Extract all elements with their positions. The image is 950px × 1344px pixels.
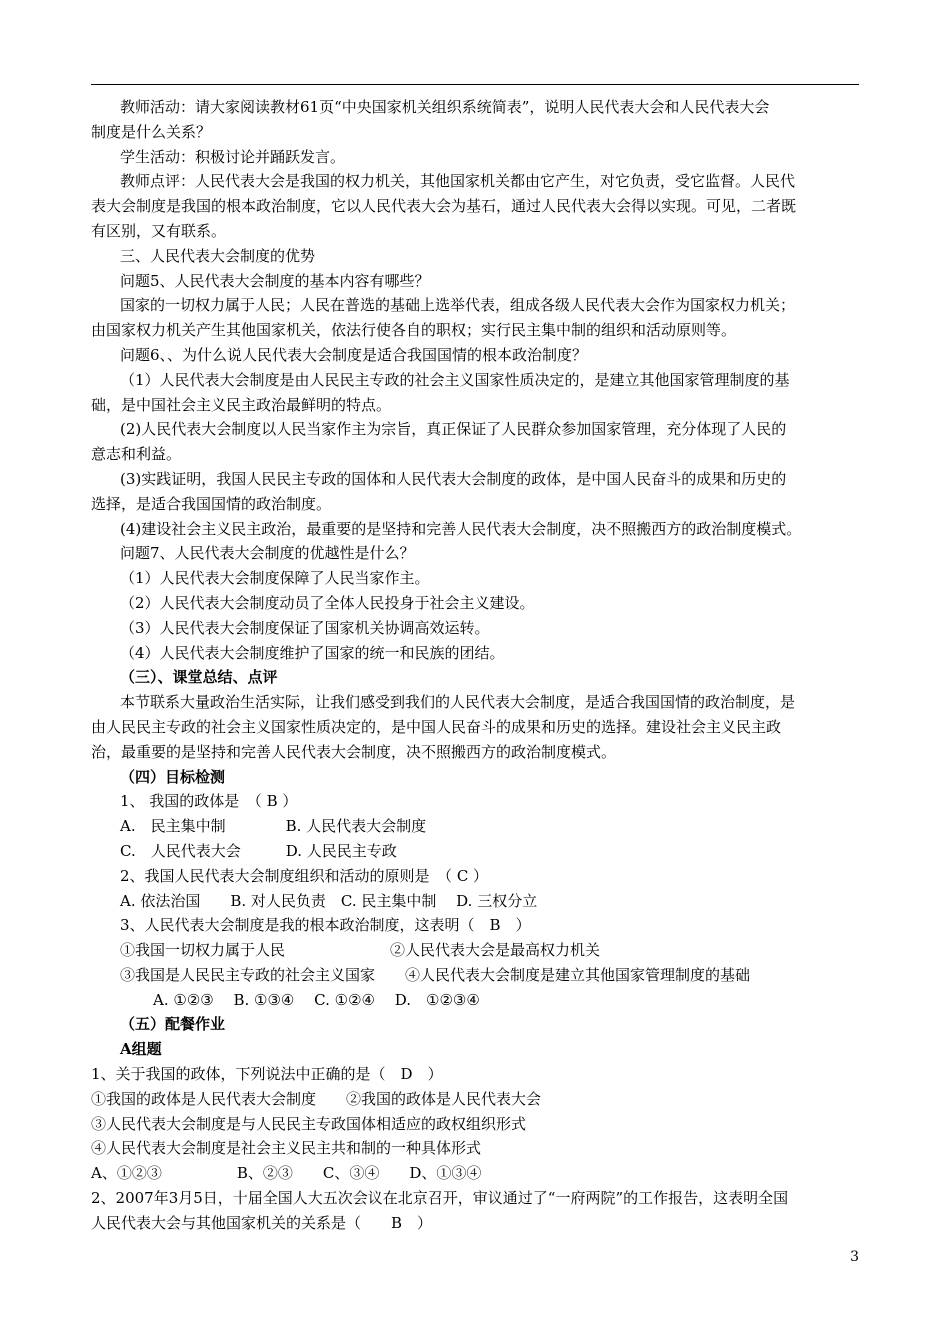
- option-line: ③人民代表大会制度是与人民民主专政国体相适应的政权组织形式: [91, 1114, 527, 1133]
- question-line: 问题7、人民代表大会制度的优越性是什么？: [120, 544, 415, 563]
- question-line: 3、人民代表大会制度是我的根本政治制度，这表明（ B ）: [120, 916, 531, 935]
- list-item: （4）人民代表大会制度维护了国家的统一和民族的团结。: [120, 643, 505, 662]
- paragraph-line: 教师点评：人民代表大会是我国的权力机关，其他国家机关都由它产生，对它负责，受它监督。人民代: [120, 172, 796, 191]
- option-line: ③我国是人民民主专政的社会主义国家 ④人民代表大会制度是建立其他国家管理制度的基础: [120, 965, 751, 984]
- option-line: ①我国一切权力属于人民 ②人民代表大会是最高权力机关: [120, 941, 601, 960]
- paragraph-line: (3)实践证明，我国人民民主专政的国体和人民代表大会制度的政体，是中国人民奋斗的成果和历史的: [120, 469, 787, 488]
- option-line: ④人民代表大会制度是社会主义民主共和制的一种具体形式: [91, 1139, 482, 1158]
- option-line: A、①②③ B、②③ C、③④ D、①③④: [91, 1164, 482, 1183]
- paragraph-line: （1）人民代表大会制度是由人民民主专政的社会主义国家性质决定的，是建立其他国家管理制度的基: [120, 370, 790, 389]
- question-line: 1、 我国的政体是 （ B ）: [120, 792, 298, 811]
- option-line: A. ①②③ B. ①③④ C. ①②④ D. ①②③④: [153, 990, 480, 1009]
- question-line: 2、2007年3月5日，十届全国人大五次会议在北京召开，审议通过了“一府两院”的工作报告，这表明全国: [91, 1189, 789, 1208]
- paragraph-line: 有区别，又有联系。: [91, 221, 227, 240]
- paragraph-line: 由人民民主专政的社会主义国家性质决定的，是中国人民奋斗的成果和历史的选择。建设社会主义民主政: [91, 717, 782, 736]
- question-line: 1、关于我国的政体，下列说法中正确的是（ D ）: [91, 1065, 443, 1084]
- document-body: [91, 95, 863, 1236]
- question-line: 2、我国人民代表大会制度组织和活动的原则是 （ C ）: [120, 866, 489, 885]
- paragraph-line: 教师活动：请大家阅读教材61页“中央国家机关组织系统简表”，说明人民代表大会和人民代表大会: [120, 98, 770, 116]
- question-line: 人民代表大会与其他国家机关的关系是（ B ）: [91, 1213, 433, 1232]
- paragraph-line: 本节联系大量政治生活实际，让我们感受到我们的人民代表大会制度，是适合我国国情的政治制度，是: [120, 693, 796, 712]
- option-line: A. 民主集中制 B. 人民代表大会制度: [120, 817, 427, 836]
- paragraph-line: 意志和利益。: [91, 445, 182, 464]
- paragraph-line: (2)人民代表大会制度以人民当家作主为宗旨，真正保证了人民群众参加国家管理，充分体现了人民的: [120, 420, 787, 439]
- option-line: C. 人民代表大会 D. 人民民主专政: [120, 841, 397, 860]
- list-item: （3）人民代表大会制度保证了国家机关协调高效运转。: [120, 618, 490, 637]
- section-heading: （四）目标检测: [120, 767, 226, 786]
- option-line: ①我国的政体是人民代表大会制度 ②我国的政体是人民代表大会: [91, 1089, 542, 1108]
- question-line: 问题5、人民代表大会制度的基本内容有哪些？: [120, 271, 430, 290]
- subsection-heading: A组题: [120, 1040, 162, 1059]
- option-line: A. 依法治国 B. 对人民负责 C. 民主集中制 D. 三权分立: [120, 891, 538, 910]
- paragraph-line: (4)建设社会主义民主政治，最重要的是坚持和完善人民代表大会制度，决不照搬西方的政治制度模式。: [120, 519, 802, 538]
- section-heading: 三、人民代表大会制度的优势: [120, 246, 316, 265]
- paragraph-line: 国家的一切权力属于人民；人民在普选的基础上选举代表，组成各级人民代表大会作为国家权力机关；: [120, 296, 796, 315]
- paragraph-line: 选择，是适合我国国情的政治制度。: [91, 494, 332, 513]
- section-heading: （五）配餐作业: [120, 1015, 226, 1034]
- list-item: （1）人民代表大会制度保障了人民当家作主。: [120, 569, 430, 588]
- paragraph-line: 由国家权力机关产生其他国家机关，依法行使各自的职权；实行民主集中制的组织和活动原则等。: [91, 321, 737, 340]
- page-number: 3: [850, 1249, 859, 1265]
- paragraph-line: 础，是中国社会主义民主政治最鲜明的特点。: [91, 395, 392, 414]
- paragraph-line: 治，最重要的是坚持和完善人民代表大会制度，决不照搬西方的政治制度模式。: [91, 742, 617, 761]
- list-item: （2）人民代表大会制度动员了全体人民投身于社会主义建设。: [120, 593, 535, 612]
- paragraph-line: 表大会制度是我国的根本政治制度，它以人民代表大会为基石，通过人民代表大会得以实现。可见，二者既: [91, 197, 797, 216]
- section-heading: （三）、课堂总结、点评: [120, 668, 278, 687]
- question-line: 问题6、、为什么说人民代表大会制度是适合我国国情的根本政治制度？: [120, 345, 588, 364]
- header-rule: [91, 84, 859, 85]
- paragraph-line: 学生活动：积极讨论并踊跃发言。: [120, 147, 346, 166]
- paragraph-line: 制度是什么关系？: [91, 122, 212, 141]
